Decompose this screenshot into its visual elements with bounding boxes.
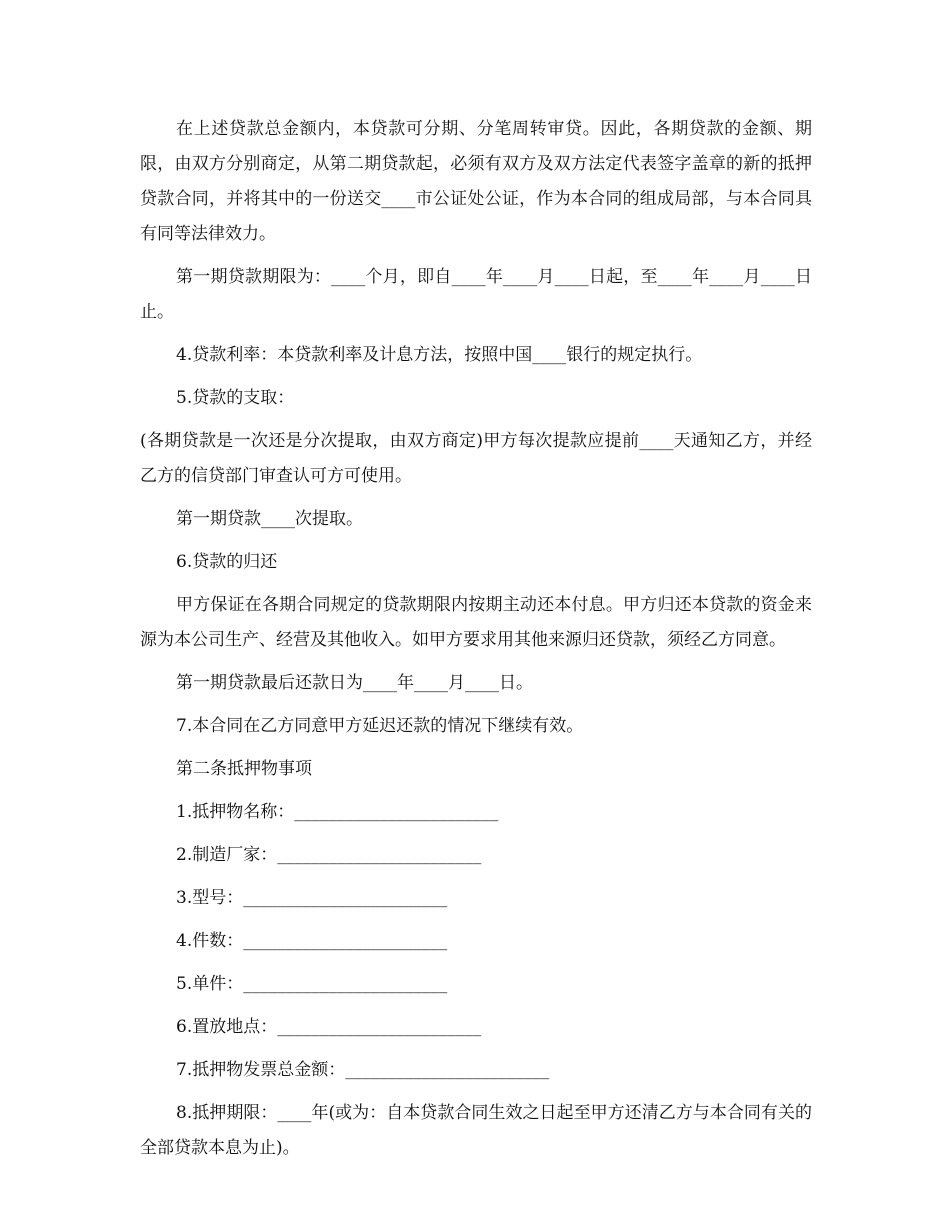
field-collateral-manufacturer: 2.制造厂家：________________________ <box>176 845 482 865</box>
paragraph-mortgage-term: 8.抵押期限：____年(或为：自本贷款合同生效之日起至甲方还清乙方与本合同有关的全部贷款本息为止)。 <box>140 1103 812 1158</box>
field-collateral-name: 1.抵押物名称：________________________ <box>176 802 499 822</box>
paragraph-first-period-repayment: 第一期贷款最后还款日为____年____月____日。 <box>176 673 533 693</box>
paragraph-loan-withdrawal: (各期贷款是一次还是分次提取，由双方商定)甲方每次提款应提前____天通知乙方，并经乙方的信贷部门审查认可方可使用。 <box>140 431 812 486</box>
field-collateral-invoice-total: 7.抵押物发票总金额：________________________ <box>176 1060 550 1080</box>
field-collateral-model: 3.型号：________________________ <box>176 888 448 908</box>
heading-loan-withdrawal: 5.贷款的支取： <box>176 388 295 408</box>
paragraph-contract-extension: 7.本合同在乙方同意甲方延迟还款的情况下继续有效。 <box>176 716 584 736</box>
paragraph-first-period-term: 第一期贷款期限为：____个月，即自____年____月____日起，至____年____月____日止。 <box>140 267 812 322</box>
field-collateral-quantity: 4.件数：________________________ <box>176 931 448 951</box>
paragraph-first-period-withdrawal: 第一期贷款____次提取。 <box>176 509 363 529</box>
heading-loan-repayment: 6.贷款的归还 <box>176 552 278 572</box>
field-collateral-unit: 5.单件：________________________ <box>176 974 448 994</box>
paragraph-interest-rate: 4.贷款利率：本贷款利率及计息方法，按照中国____银行的规定执行。 <box>176 345 703 365</box>
heading-article-2-collateral: 第二条抵押物事项 <box>176 759 312 779</box>
paragraph-loan-repayment: 甲方保证在各期合同规定的贷款期限内按期主动还本付息。甲方归还本贷款的资金来源为本公司生产、经营及其他收入。如甲方要求用其他来源归还贷款，须经乙方同意。 <box>140 595 812 650</box>
document-page <box>140 112 812 1174</box>
paragraph-loan-installments: 在上述贷款总金额内，本贷款可分期、分笔周转审贷。因此，各期贷款的金额、期限，由双方分别商定，从第二期贷款起，必须有双方及双方法定代表签字盖章的新的抵押贷款合同，并将其中的一份送交____市公证处公证，作为本合同的组成局部，与本合同具有同等法律效力。 <box>140 119 812 244</box>
field-collateral-location: 6.置放地点：________________________ <box>176 1017 482 1037</box>
